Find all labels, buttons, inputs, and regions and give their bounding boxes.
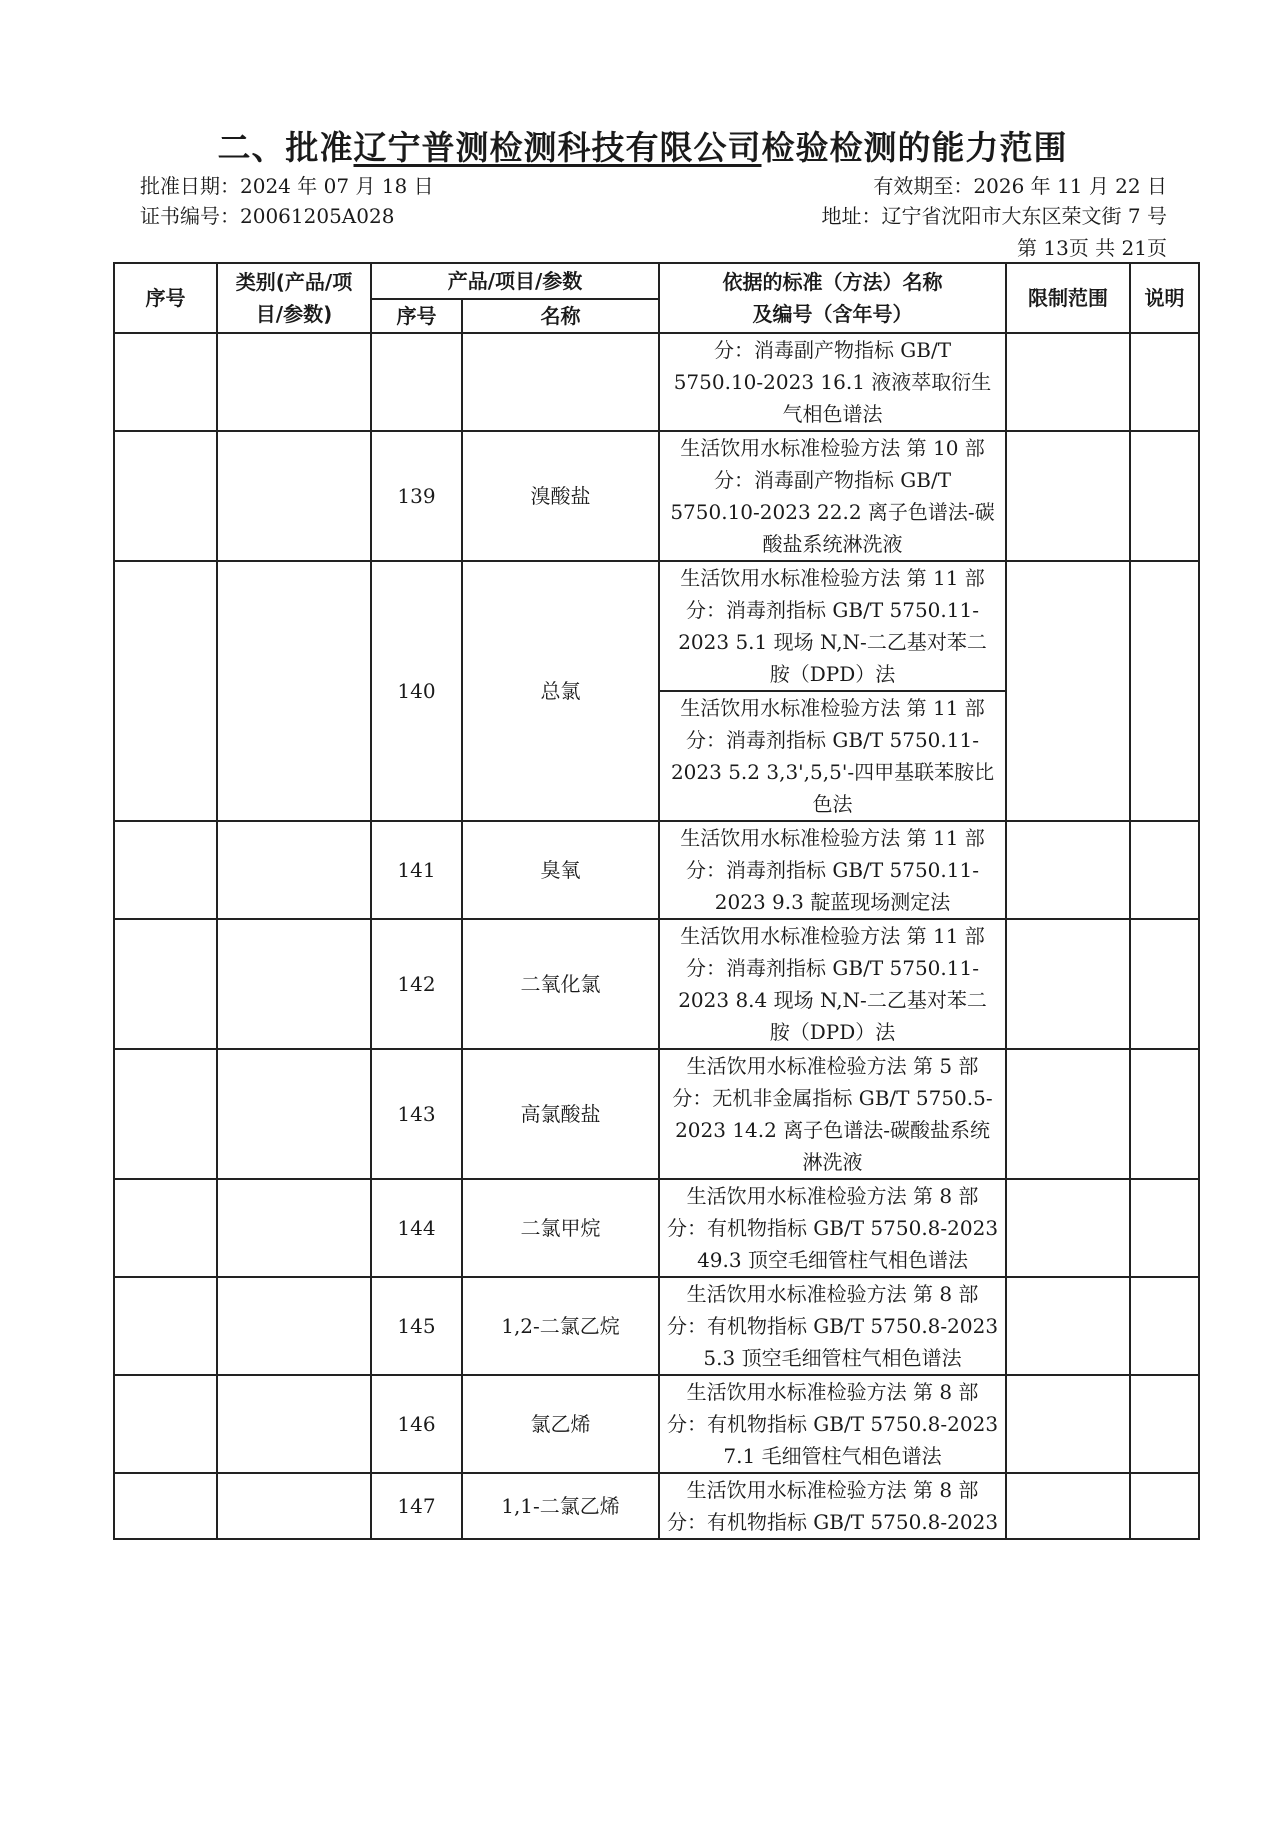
cell-category xyxy=(217,1277,371,1375)
cell-standard xyxy=(659,821,1006,919)
cell-limit xyxy=(1006,333,1130,431)
cell-note xyxy=(1130,1277,1199,1375)
standard-line: 分：无机非金属指标 GB/T 5750.5- xyxy=(672,1086,993,1110)
cell-name: 二氧化氯 xyxy=(462,919,659,1049)
table-row xyxy=(114,919,1199,1049)
standard-line: 酸盐系统淋洗液 xyxy=(762,532,903,556)
cell-standard xyxy=(659,1049,1006,1179)
header-sub-name: 名称 xyxy=(462,299,659,333)
standard-line: 7.1 毛细管柱气相色谱法 xyxy=(723,1444,942,1468)
standard-line: 分：有机物指标 GB/T 5750.8-2023 xyxy=(666,1412,999,1436)
cell-seq xyxy=(114,333,217,431)
table-row xyxy=(114,431,1199,561)
approval-date: 批准日期：2024 年 07 月 18 日 xyxy=(140,174,434,198)
cell-name: 氯乙烯 xyxy=(462,1375,659,1473)
cell-limit xyxy=(1006,1179,1130,1277)
page-number: 第 13页 共 21页 xyxy=(1017,236,1167,260)
cell-note xyxy=(1130,1179,1199,1277)
cell-note xyxy=(1130,431,1199,561)
cell-no: 145 xyxy=(371,1277,462,1375)
cell-limit xyxy=(1006,561,1130,821)
cell-category xyxy=(217,821,371,919)
cell-limit xyxy=(1006,919,1130,1049)
title-prefix: 二、批准 xyxy=(217,128,354,167)
cell-seq xyxy=(114,1473,217,1539)
cell-name: 1,2-二氯乙烷 xyxy=(462,1277,659,1375)
standard-line: 生活饮用水标准检验方法 第 11 部 xyxy=(680,826,985,850)
title-organization: 辽宁普测检测科技有限公司 xyxy=(353,128,762,167)
cell-seq xyxy=(114,1049,217,1179)
title-suffix: 检验检测的能力范围 xyxy=(761,128,1068,167)
standard-line: 2023 14.2 离子色谱法-碳酸盐系统 xyxy=(675,1118,990,1142)
table-row xyxy=(114,1473,1199,1539)
cell-seq xyxy=(114,1375,217,1473)
standard-line: 5.3 顶空毛细管柱气相色谱法 xyxy=(703,1346,962,1370)
standard-line: 分：消毒副产物指标 GB/T xyxy=(713,338,952,362)
table-row xyxy=(114,333,1199,431)
standard-line: 5750.10-2023 22.2 离子色谱法-碳 xyxy=(670,500,995,524)
table-row xyxy=(114,821,1199,919)
cell-name: 1,1-二氯乙烯 xyxy=(462,1473,659,1539)
cell-limit xyxy=(1006,1473,1130,1539)
cell-seq xyxy=(114,821,217,919)
header-category-line2: 目/参数) xyxy=(255,302,333,326)
cell-name: 高氯酸盐 xyxy=(462,1049,659,1179)
header-sub-seq: 序号 xyxy=(371,299,462,333)
cell-no: 143 xyxy=(371,1049,462,1179)
standard-line: 生活饮用水标准检验方法 第 5 部 xyxy=(686,1054,979,1078)
cell-limit xyxy=(1006,431,1130,561)
standard-line: 生活饮用水标准检验方法 第 11 部 xyxy=(680,924,985,948)
table-row xyxy=(114,561,1199,691)
standard-line: 分：消毒剂指标 GB/T 5750.11- xyxy=(686,956,979,980)
cell-category xyxy=(217,1375,371,1473)
table-row xyxy=(114,1049,1199,1179)
cell-seq xyxy=(114,1179,217,1277)
cell-standard xyxy=(659,691,1006,821)
standard-line: 分：消毒剂指标 GB/T 5750.11- xyxy=(686,728,979,752)
header-seq: 序号 xyxy=(114,263,217,333)
cell-seq xyxy=(114,431,217,561)
cell-limit xyxy=(1006,1375,1130,1473)
page-title xyxy=(0,122,1285,169)
cell-no: 139 xyxy=(371,431,462,561)
standard-line: 生活饮用水标准检验方法 第 8 部 xyxy=(686,1184,979,1208)
standard-line: 淋洗液 xyxy=(802,1150,863,1174)
standard-line: 49.3 顶空毛细管柱气相色谱法 xyxy=(697,1248,968,1272)
cell-note xyxy=(1130,561,1199,821)
table-row xyxy=(114,1179,1199,1277)
standard-line: 分：有机物指标 GB/T 5750.8-2023 xyxy=(666,1216,999,1240)
standard-line: 生活饮用水标准检验方法 第 8 部 xyxy=(686,1282,979,1306)
header-standard-line1: 依据的标准（方法）名称 xyxy=(722,270,943,294)
cell-name: 二氯甲烷 xyxy=(462,1179,659,1277)
table-row xyxy=(114,1375,1199,1473)
cell-name xyxy=(462,333,659,431)
cell-category xyxy=(217,1049,371,1179)
cell-note xyxy=(1130,919,1199,1049)
cell-note xyxy=(1130,1049,1199,1179)
cell-category xyxy=(217,431,371,561)
cell-name: 臭氧 xyxy=(462,821,659,919)
standard-line: 2023 5.1 现场 N,N-二乙基对苯二 xyxy=(678,630,987,654)
standard-line: 2023 9.3 靛蓝现场测定法 xyxy=(714,890,951,914)
cell-category xyxy=(217,1179,371,1277)
table-row xyxy=(114,1277,1199,1375)
standard-line: 2023 8.4 现场 N,N-二乙基对苯二 xyxy=(678,988,987,1012)
standard-line: 分：消毒副产物指标 GB/T xyxy=(713,468,952,492)
header-category-line1: 类别(产品/项 xyxy=(235,270,353,294)
cell-no: 140 xyxy=(371,561,462,821)
standard-line: 胺（DPD）法 xyxy=(769,662,896,686)
standard-line: 生活饮用水标准检验方法 第 11 部 xyxy=(680,566,985,590)
cell-no: 141 xyxy=(371,821,462,919)
cell-no: 147 xyxy=(371,1473,462,1539)
header-standard-line2: 及编号（含年号） xyxy=(752,302,913,326)
standard-line: 生活饮用水标准检验方法 第 10 部 xyxy=(680,436,985,460)
standard-line: 生活饮用水标准检验方法 第 8 部 xyxy=(686,1478,979,1502)
cell-category xyxy=(217,333,371,431)
cell-category xyxy=(217,561,371,821)
capability-scope-table xyxy=(113,262,1200,1540)
cell-limit xyxy=(1006,1049,1130,1179)
standard-line: 分：消毒剂指标 GB/T 5750.11- xyxy=(686,858,979,882)
header-category xyxy=(217,263,371,333)
cell-note xyxy=(1130,333,1199,431)
cell-note xyxy=(1130,1473,1199,1539)
standard-line: 气相色谱法 xyxy=(782,402,883,426)
header-note: 说明 xyxy=(1130,263,1199,333)
cell-limit xyxy=(1006,1277,1130,1375)
standard-line: 分：消毒剂指标 GB/T 5750.11- xyxy=(686,598,979,622)
cell-standard xyxy=(659,561,1006,691)
cell-no xyxy=(371,333,462,431)
cell-no: 144 xyxy=(371,1179,462,1277)
cell-seq xyxy=(114,919,217,1049)
cell-no: 142 xyxy=(371,919,462,1049)
standard-line: 色法 xyxy=(812,792,853,816)
valid-until: 有效期至：2026 年 11 月 22 日 xyxy=(873,174,1167,198)
standard-line: 胺（DPD）法 xyxy=(769,1020,896,1044)
cell-seq xyxy=(114,1277,217,1375)
cell-standard xyxy=(659,1473,1006,1539)
cell-standard xyxy=(659,431,1006,561)
cell-name: 溴酸盐 xyxy=(462,431,659,561)
cell-standard xyxy=(659,1277,1006,1375)
standard-line: 5750.10-2023 16.1 液液萃取衍生 xyxy=(673,370,992,394)
standard-line: 生活饮用水标准检验方法 第 11 部 xyxy=(680,696,985,720)
header-product-group: 产品/项目/参数 xyxy=(371,263,659,299)
cell-note xyxy=(1130,821,1199,919)
header-standard xyxy=(659,263,1006,333)
cell-category xyxy=(217,919,371,1049)
cell-note xyxy=(1130,1375,1199,1473)
cell-seq xyxy=(114,561,217,821)
cell-standard xyxy=(659,919,1006,1049)
header-limit: 限制范围 xyxy=(1006,263,1130,333)
standard-line: 分：有机物指标 GB/T 5750.8-2023 xyxy=(666,1314,999,1338)
cell-limit xyxy=(1006,821,1130,919)
address: 地址：辽宁省沈阳市大东区荣文街 7 号 xyxy=(821,204,1167,228)
cell-standard xyxy=(659,1179,1006,1277)
standard-line: 分：有机物指标 GB/T 5750.8-2023 xyxy=(666,1510,999,1534)
standard-line: 生活饮用水标准检验方法 第 8 部 xyxy=(686,1380,979,1404)
cell-standard xyxy=(659,333,1006,431)
cell-no: 146 xyxy=(371,1375,462,1473)
standard-line: 2023 5.2 3,3',5,5'-四甲基联苯胺比 xyxy=(670,760,995,784)
certificate-number: 证书编号：20061205A028 xyxy=(140,204,395,228)
cell-category xyxy=(217,1473,371,1539)
cell-name: 总氯 xyxy=(462,561,659,821)
cell-standard xyxy=(659,1375,1006,1473)
